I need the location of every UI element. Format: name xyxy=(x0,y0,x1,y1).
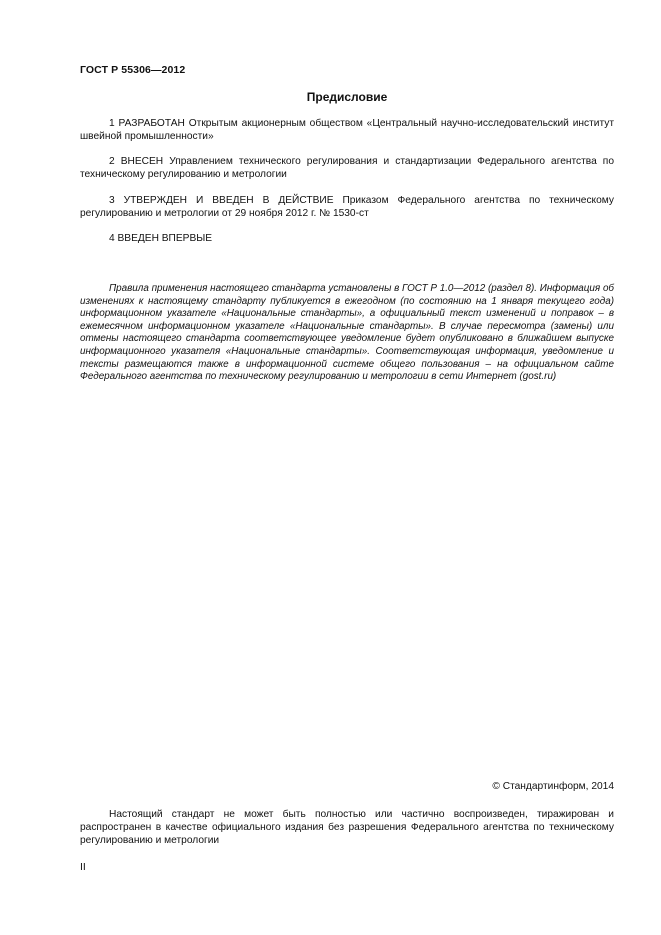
application-rules-note: Правила применения настоящего стандарта установлены в ГОСТ Р 1.0—2012 (раздел 8). Информация об изменениях к настоящему стандарту публикуется в ежегодном (по состоянию на 1 января текущего года) информационном указателе «Национальные стандарты», а официальный текст изменений и поправок – в ежемесячном информационном указателе «Национальные стандарты». В случае пересмотра (замены) или отмены настоящего стандарта соответствующее уведомление будет опубликовано в ближайшем выпуске информационного указателя «Национальные стандарты». Соответствующая информация, уведомление и тексты размещаются также в информационной системе общего пользования – на официальном сайте Федерального агентства по техническому регулированию и метрологии в сети Интернет (gost.ru) xyxy=(80,283,614,383)
document-code: ГОСТ Р 55306—2012 xyxy=(80,64,186,76)
foreword-item-introduced: 2 ВНЕСЕН Управлением технического регулирования и стандартизации Федерального агентства по техническому регулированию и метрологии xyxy=(80,156,614,180)
page-number: II xyxy=(80,861,86,873)
foreword-item-developed: 1 РАЗРАБОТАН Открытым акционерным обществом «Центральный научно-исследовательский институт швейной промышленности» xyxy=(80,118,614,142)
page-title: Предисловие xyxy=(306,90,388,104)
foreword-item-approved: 3 УТВЕРЖДЕН И ВВЕДЕН В ДЕЙСТВИЕ Приказом Федерального агентства по техническому регулированию и метрологии от 29 ноября 2012 г. № 1530-ст xyxy=(80,195,614,219)
copyright-line: © Стандартинформ, 2014 xyxy=(492,781,614,792)
reprint-notice: Настоящий стандарт не может быть полностью или частично воспроизведен, тиражирован и распространен в качестве официального издания без разрешения Федерального агентства по техническому регулированию и метрологии xyxy=(80,809,614,846)
foreword-item-first-introduced: 4 ВВЕДЕН ВПЕРВЫЕ xyxy=(109,233,213,244)
